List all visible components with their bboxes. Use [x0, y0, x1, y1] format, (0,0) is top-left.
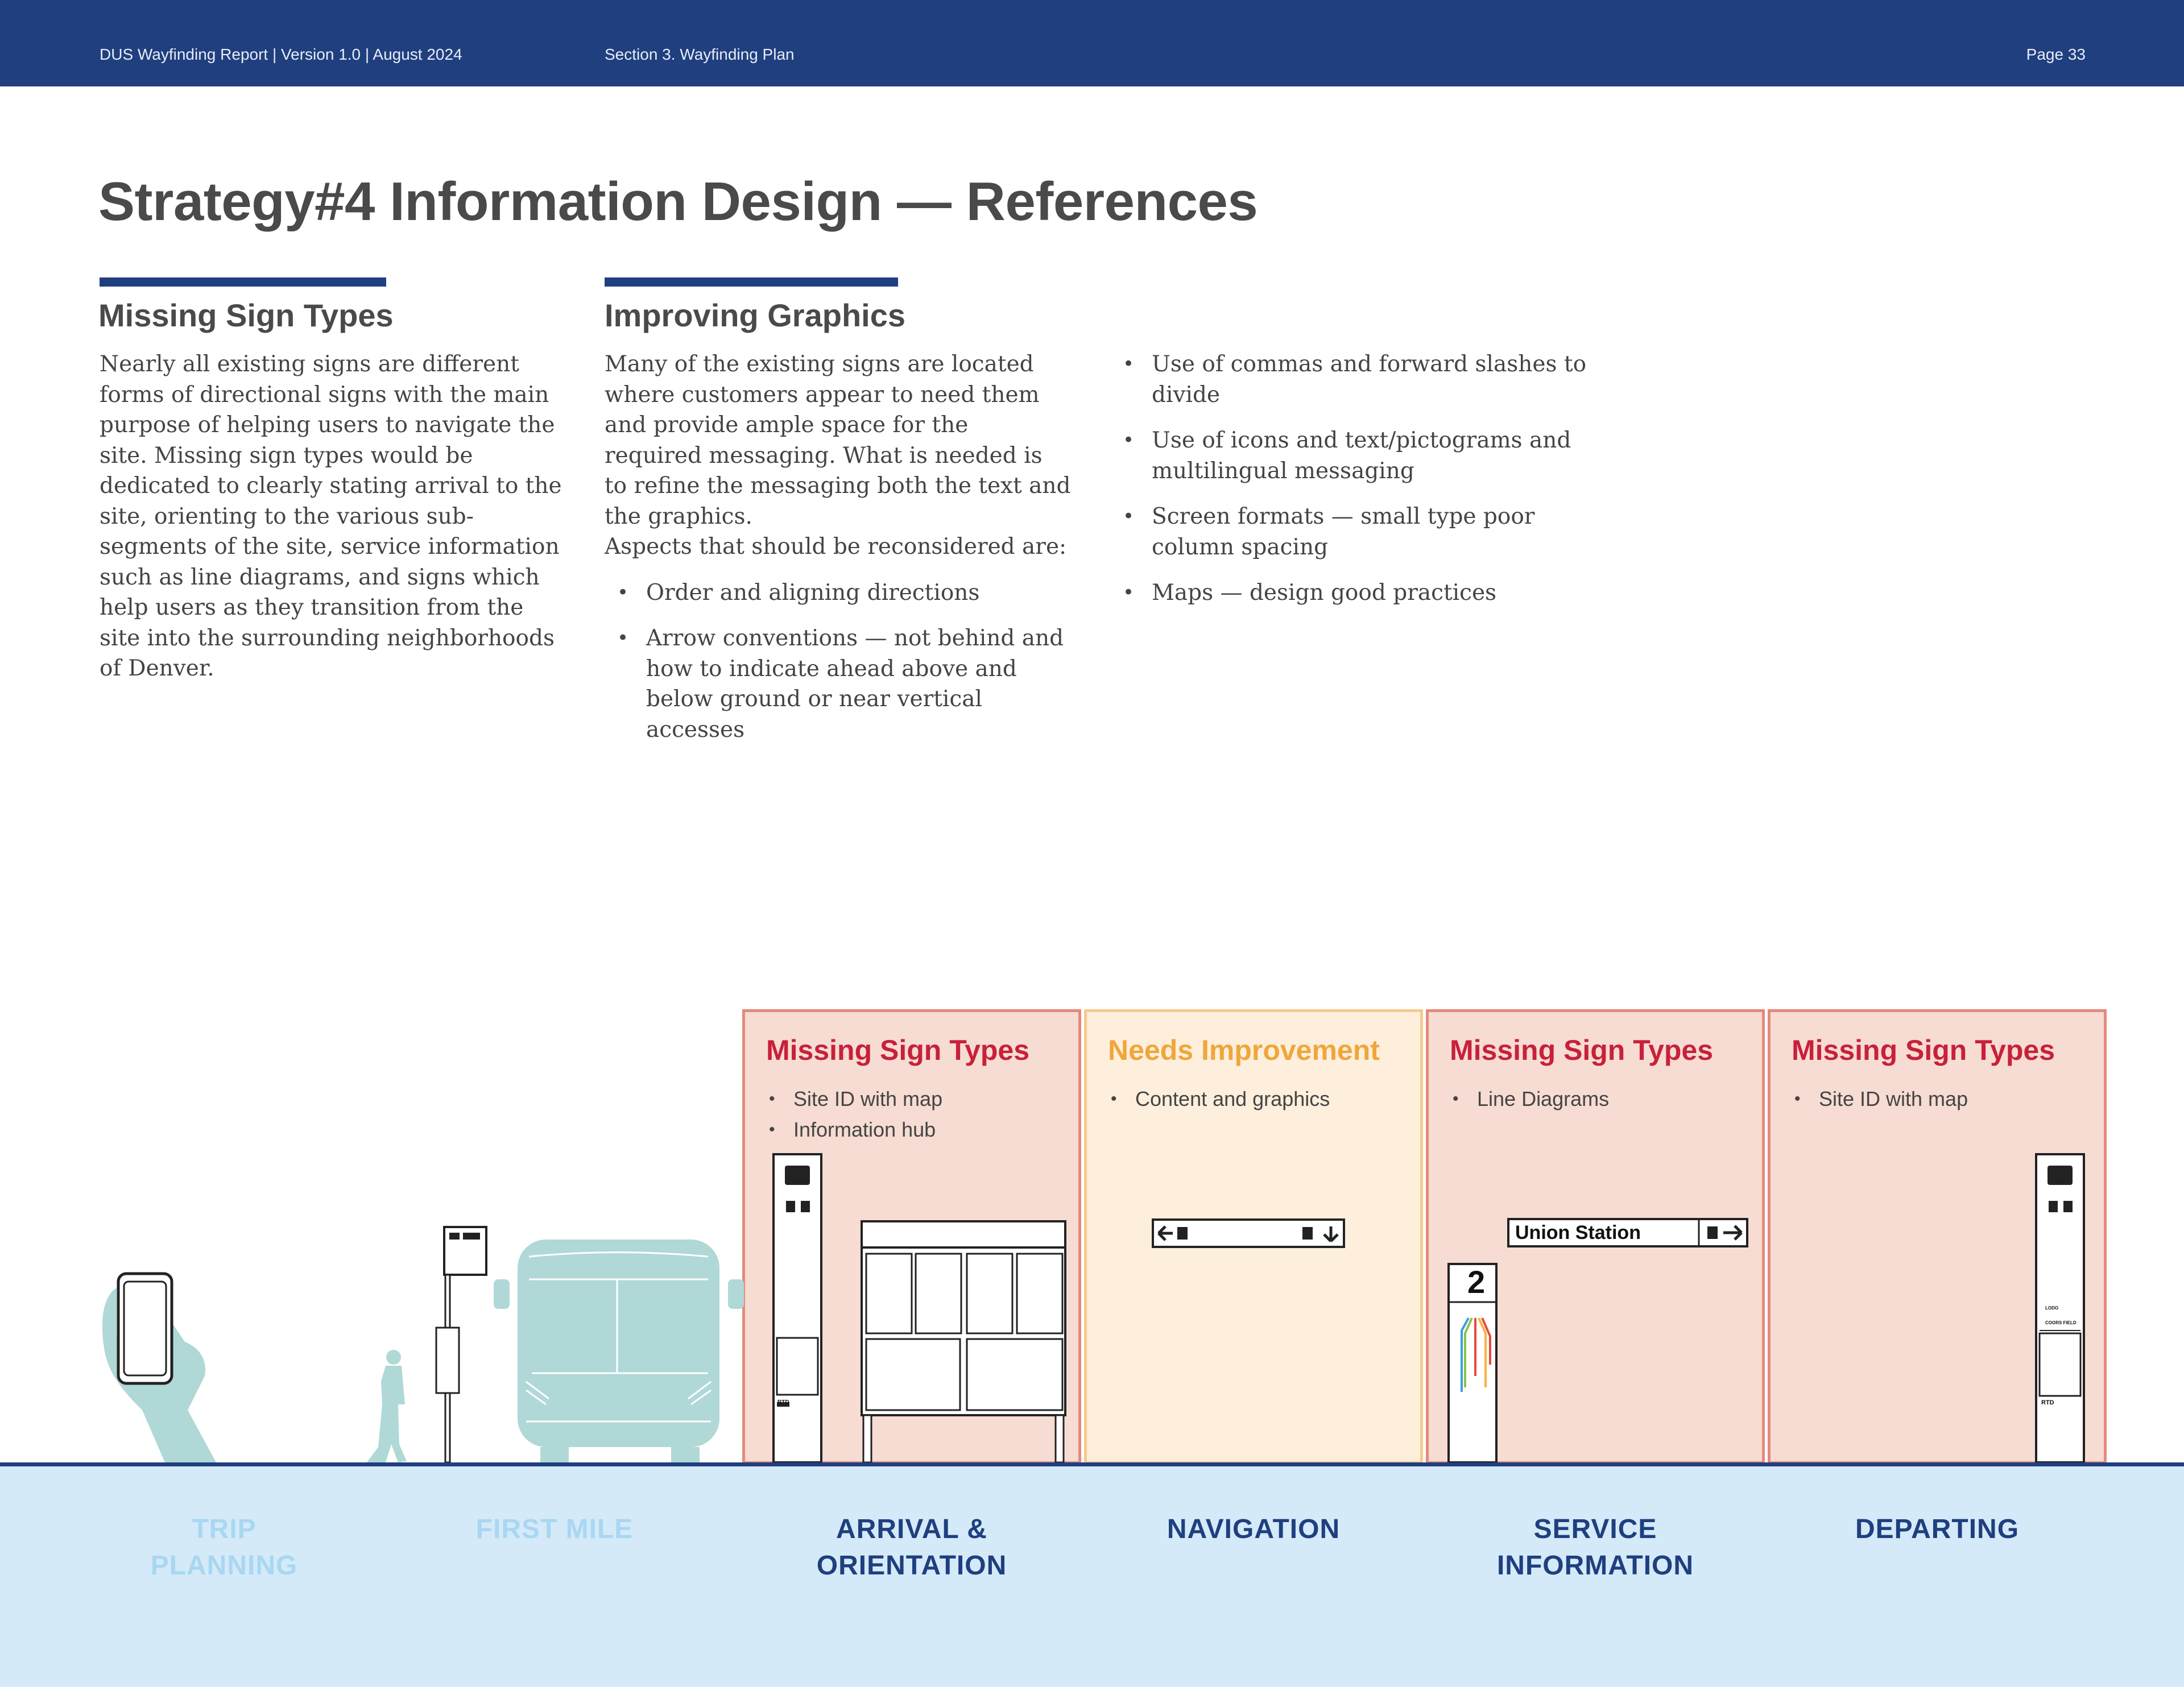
lodo-label: LODO — [2045, 1305, 2059, 1311]
list-item: • Use of icons and text/pictograms and multilingual messaging — [1122, 425, 1588, 486]
bus-icon — [494, 1240, 744, 1462]
list-item: • Order and aligning directions — [605, 578, 1071, 608]
stage-service-information — [1425, 1511, 1766, 1584]
missing-sign-types-text: Nearly all existing signs are different forms of directional signs with the main purpose of helping users to navigate the site. Missing sign types would be dedicated to clearly stating arrival to the site, orienting to the various sub-segments of the site, service information such as line diagrams, and signs which help users as they transition from the site into the surrounding neighborhoods of Denver. — [100, 351, 562, 681]
list-item: • Site ID with map — [1794, 1084, 1968, 1114]
coors-field-label: COORS FIELD — [2045, 1320, 2077, 1325]
panel-heading: Needs Improvement — [1108, 1034, 1380, 1066]
list-item: • Maps — design good practices — [1122, 578, 1588, 608]
directional-sign-icon — [1153, 1220, 1344, 1247]
rtd-logo: RTD — [2041, 1399, 2054, 1406]
hand-phone-icon — [102, 1274, 216, 1462]
stage-departing — [1767, 1511, 2108, 1548]
stage-label-line: DEPARTING — [1855, 1514, 2020, 1544]
page-title: Strategy#4 Information Design — References — [98, 171, 1258, 232]
improving-graphics-heading: Improving Graphics — [605, 297, 905, 333]
panel-heading: Missing Sign Types — [1450, 1034, 1714, 1066]
stage-label-line: ARRIVAL & — [836, 1514, 987, 1544]
stage-navigation — [1083, 1511, 1424, 1548]
stage-label-line: SERVICE — [1533, 1514, 1657, 1544]
panel-heading: Missing Sign Types — [766, 1034, 1030, 1066]
list-item: • Line Diagrams — [1453, 1084, 1609, 1114]
site-id-totem-icon — [2036, 1154, 2084, 1462]
stage-first-mile — [441, 1511, 668, 1548]
report-title: DUS Wayfinding Report | Version 1.0 | August 2024 — [100, 45, 462, 63]
rtd-logo: RTD — [777, 1399, 789, 1406]
page-number: Page 33 — [2026, 45, 2086, 63]
bus-stop-sign-icon — [436, 1227, 486, 1462]
site-id-totem-icon — [774, 1154, 821, 1462]
stage-label-line: PLANNING — [150, 1551, 298, 1581]
pedestrian-icon — [367, 1350, 407, 1462]
list-item: • Content and graphics — [1111, 1084, 1330, 1114]
panel-heading: Missing Sign Types — [1792, 1034, 2055, 1066]
station-name-label: Union Station — [1515, 1222, 1641, 1244]
section-title: Section 3. Wayfinding Plan — [605, 45, 795, 63]
list-item: • Information hub — [769, 1114, 942, 1145]
missing-sign-types-heading: Missing Sign Types — [98, 297, 394, 333]
platform-number: 2 — [1467, 1264, 1486, 1300]
list-item: • Screen formats — small type poor column spacing — [1122, 501, 1588, 562]
improving-graphics-intro: Many of the existing signs are located where customers appear to need them and provide ample space for the required messaging. What is needed is to refine the messaging both the text and the graphics. — [605, 351, 1071, 529]
stage-label-line: NAVIGATION — [1167, 1514, 1341, 1544]
information-hub-icon — [862, 1221, 1065, 1462]
list-item: • Arrow conventions — not behind and how to indicate ahead above and below ground or near vertical accesses — [605, 623, 1071, 745]
ground-line — [0, 1462, 2184, 1466]
stage-label-line: TRIP — [192, 1514, 257, 1544]
list-item: • Use of commas and forward slashes to divide — [1122, 349, 1588, 410]
stage-arrival-orientation — [741, 1511, 1082, 1584]
list-item: • Site ID with map — [769, 1084, 942, 1114]
aspects-lead: Aspects that should be reconsidered are: — [605, 534, 1067, 559]
stage-trip-planning — [110, 1511, 338, 1584]
stage-label-line: INFORMATION — [1496, 1551, 1694, 1581]
stage-label-line: FIRST MILE — [475, 1514, 634, 1544]
stage-label-line: ORIENTATION — [816, 1551, 1007, 1581]
